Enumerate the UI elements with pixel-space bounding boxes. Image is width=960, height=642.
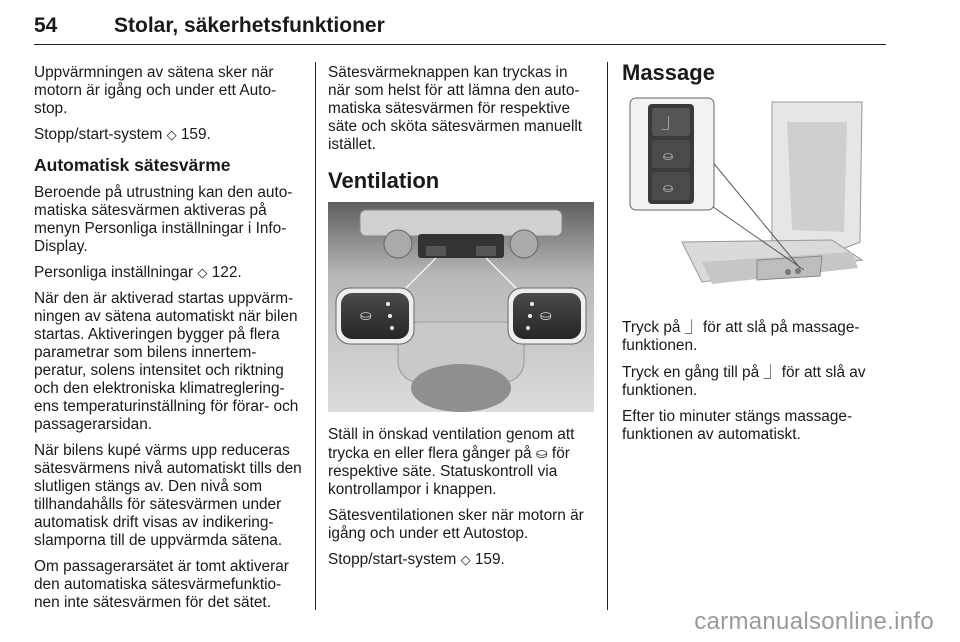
paragraph: När den är aktiverad startas uppvärm-ningen av sätena automatiskt när bilen startas. Aktiveringen bygger på flera parametrar som bilens innertem-peratur, solens intensitet och riktning och den elektroniska klimatreglering-ens temperaturinställning för förar- och passagerarsidan. — [34, 290, 299, 433]
svg-text:⛀: ⛀ — [663, 149, 674, 163]
cross-reference-text: Stopp/start-system — [34, 126, 163, 143]
ventilation-controls-illustration — [328, 202, 594, 412]
svg-text:⛀: ⛀ — [360, 308, 372, 324]
paragraph: Sätesvärmeknappen kan tryckas in när som helst för att lämna den auto-matiska sätesvärmen för respektive säte och sköta sätesvärmen manuellt istället. — [328, 64, 583, 153]
paragraph — [328, 551, 594, 569]
column-right — [622, 60, 886, 452]
paragraph: Tryck på ⏌ för att slå på massage-funktionen. — [622, 319, 860, 354]
page-title: Stolar, säkerhetsfunktioner — [114, 14, 385, 37]
section-heading-ventilation: Ventilation — [328, 168, 440, 193]
cross-reference-text: Stopp/start-system — [328, 551, 457, 568]
massage-seat-icon: ⏌ — [684, 319, 699, 335]
page-header — [34, 8, 886, 45]
section-heading-automatic-seat-heating: Automatisk sätesvärme — [34, 155, 231, 175]
massage-seat-icon: ⏌ — [763, 364, 778, 380]
paragraph: Uppvärmningen av sätena sker när motorn är igång och under ett Auto-stop. — [34, 64, 277, 117]
cross-reference-page[interactable]: 159. — [474, 551, 505, 568]
column-divider — [315, 62, 316, 610]
seat-ventilation-icon: ⛀ — [535, 445, 548, 461]
paragraph — [34, 264, 302, 282]
column-divider — [607, 62, 608, 610]
cross-reference-arrow-icon: ◇ — [166, 127, 177, 142]
svg-text:⛀: ⛀ — [540, 308, 552, 324]
paragraph: Ställ in önskad ventilation genom att trycka en eller flera gånger på ⛀ för respektive säte. Statuskontroll via kontrollampor i knappen. — [328, 426, 575, 498]
paragraph: Tryck en gång till på ⏌ för att slå av funktionen. — [622, 364, 866, 399]
cross-reference-page[interactable]: 159. — [180, 126, 211, 143]
cross-reference-text: Personliga inställningar — [34, 264, 194, 281]
svg-text:⛀: ⛀ — [663, 181, 674, 195]
massage-seat-illustration — [622, 92, 886, 302]
paragraph: Sätesventilationen sker när motorn är igång och under ett Autostop. — [328, 507, 584, 542]
column-left — [34, 64, 302, 620]
paragraph: Om passagerarsätet är tomt aktiverar den automatiska sätesvärmefunktio-nen inte sätesvärmen för det sätet. — [34, 558, 289, 611]
cross-reference-arrow-icon: ◇ — [460, 552, 471, 567]
paragraph: Beroende på utrustning kan den auto-matiska sätesvärmen aktiveras på menyn Personliga inställningar i Info-Display. — [34, 184, 293, 255]
page-number: 54 — [34, 14, 58, 37]
cross-reference-page[interactable]: 122. — [211, 264, 242, 281]
column-middle — [328, 64, 594, 577]
paragraph: När bilens kupé värms upp reduceras sätesvärmens nivå automatiskt tills den slutligen stängs av. Den nivå som tillhandahålls för sätesvärmen under automatisk drift visas av indikering-slamporna till de uppvärmda sätena. — [34, 442, 302, 549]
svg-text:⏌: ⏌ — [662, 117, 676, 132]
watermark: carmanualsonline.info — [694, 608, 934, 635]
paragraph — [34, 126, 302, 144]
section-heading-massage: Massage — [622, 60, 715, 85]
cross-reference-arrow-icon: ◇ — [197, 265, 208, 280]
paragraph: Efter tio minuter stängs massage-funktionen av automatiskt. — [622, 408, 853, 443]
